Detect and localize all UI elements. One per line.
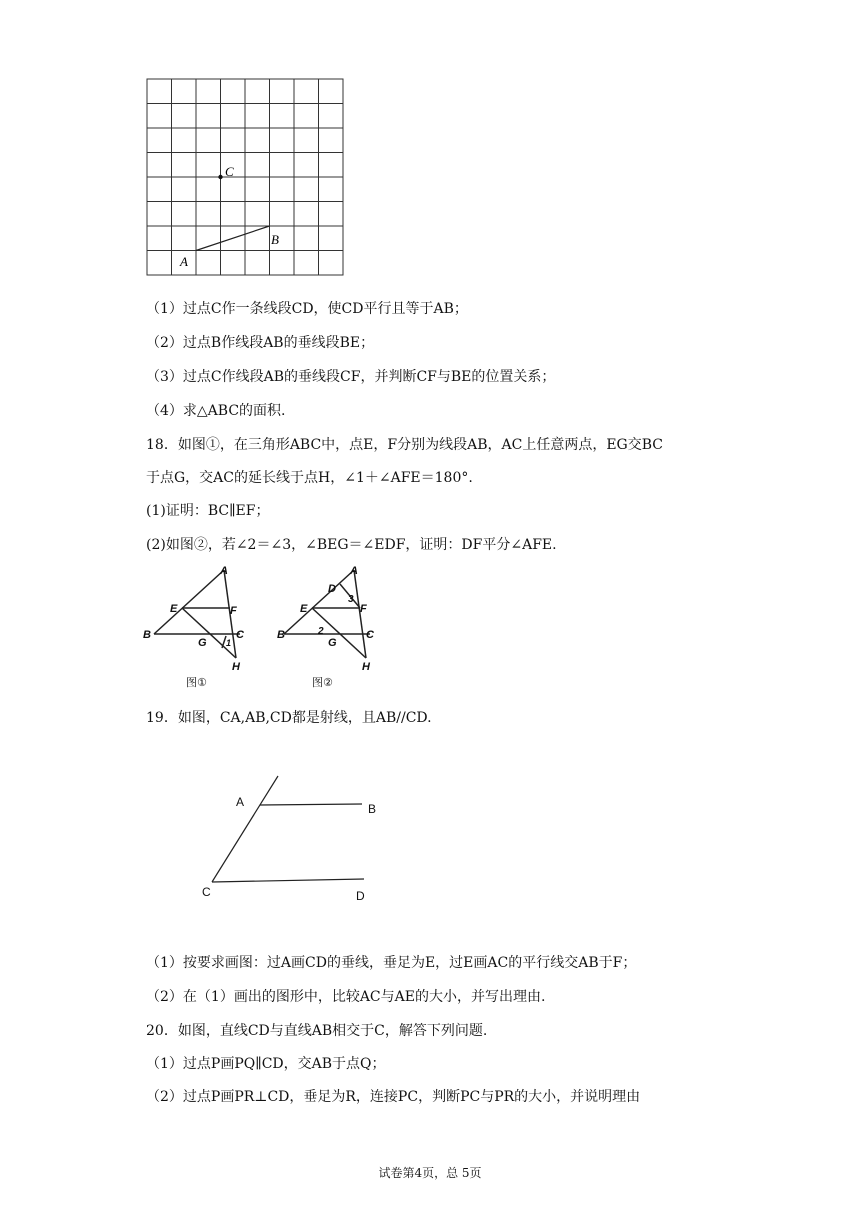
fig1-label-1: 1 xyxy=(226,638,232,648)
fig2-label-2: 2 xyxy=(318,626,324,637)
fig2-label-h: H xyxy=(362,661,370,673)
label-b: B xyxy=(271,232,279,247)
label-c: C xyxy=(225,164,234,179)
grid-figure xyxy=(140,72,350,282)
fig1-label-g: G xyxy=(198,637,207,649)
q19-stem: 19．如图，CA,AB,CD都是射线，且AB//CD. xyxy=(146,710,432,726)
q19-label-d: D xyxy=(356,889,365,903)
fig2-label-d: D xyxy=(328,583,336,595)
q20-item-2: （2）过点P画PR⊥CD，垂足为R，连接PC，判断PC与PR的大小，并说明理由 xyxy=(146,1089,641,1105)
fig1-caption: 图① xyxy=(186,676,207,689)
fig1-label-h: H xyxy=(232,661,240,673)
fig2-label-f: F xyxy=(360,603,367,615)
point-c xyxy=(218,175,222,179)
fig2-label-3: 3 xyxy=(348,594,354,605)
q19-item-1: （1）按要求画图：过A画CD的垂线，垂足为E，过E画AC的平行线交AB于F； xyxy=(146,955,637,971)
q17-item-1: （1）过点C作一条线段CD，使CD平行且等于AB； xyxy=(146,301,468,317)
q17-item-3: （3）过点C作线段AB的垂线段CF，并判断CF与BE的位置关系； xyxy=(146,369,556,385)
label-a: A xyxy=(180,254,188,269)
q18-stem-line2: 于点G，交AC的延长线于点H，∠1＋∠AFE＝180°. xyxy=(146,470,473,486)
fig2-label-g: G xyxy=(328,637,337,649)
fig1-label-a: A xyxy=(220,565,228,577)
page-footer: 试卷第4页，总 5页 xyxy=(378,1166,482,1180)
fig1-label-f: F xyxy=(230,605,237,617)
fig2-caption: 图② xyxy=(312,676,333,689)
q18-stem-line1: 18．如图①，在三角形ABC中，点E，F分别为线段AB，AC上任意两点，EG交BC xyxy=(146,437,664,453)
fig2-label-c: C xyxy=(366,629,374,641)
q17-item-2: （2）过点B作线段AB的垂线段BE； xyxy=(146,335,375,351)
q19-label-a: A xyxy=(236,795,245,809)
q18-part2: (2)如图②，若∠2＝∠3，∠BEG＝∠EDF，证明：DF平分∠AFE. xyxy=(146,537,557,553)
fig1-label-b: B xyxy=(143,629,151,641)
fig1-label-e: E xyxy=(170,603,178,615)
q19-label-c: C xyxy=(202,885,211,899)
q17-item-4: （4）求△ABC的面积. xyxy=(146,403,286,419)
q19-figure xyxy=(196,770,396,905)
fig1-label-c: C xyxy=(236,629,244,641)
q19-label-b: B xyxy=(368,802,377,816)
q20-stem: 20．如图，直线CD与直线AB相交于C，解答下列问题. xyxy=(146,1023,488,1039)
segment-ab xyxy=(196,226,270,251)
q18-figure-1 xyxy=(140,562,270,692)
fig2-label-a: A xyxy=(350,565,358,577)
q18-part1: (1)证明：BC∥EF； xyxy=(146,503,270,519)
q19-item-2: （2）在（1）画出的图形中，比较AC与AE的大小，并写出理由. xyxy=(146,989,546,1005)
q20-item-1: （1）过点P画PQ∥CD，交AB于点Q； xyxy=(146,1056,386,1072)
q18-figure-2 xyxy=(278,562,408,692)
fig2-label-e: E xyxy=(300,603,308,615)
fig2-label-b: B xyxy=(277,629,285,641)
